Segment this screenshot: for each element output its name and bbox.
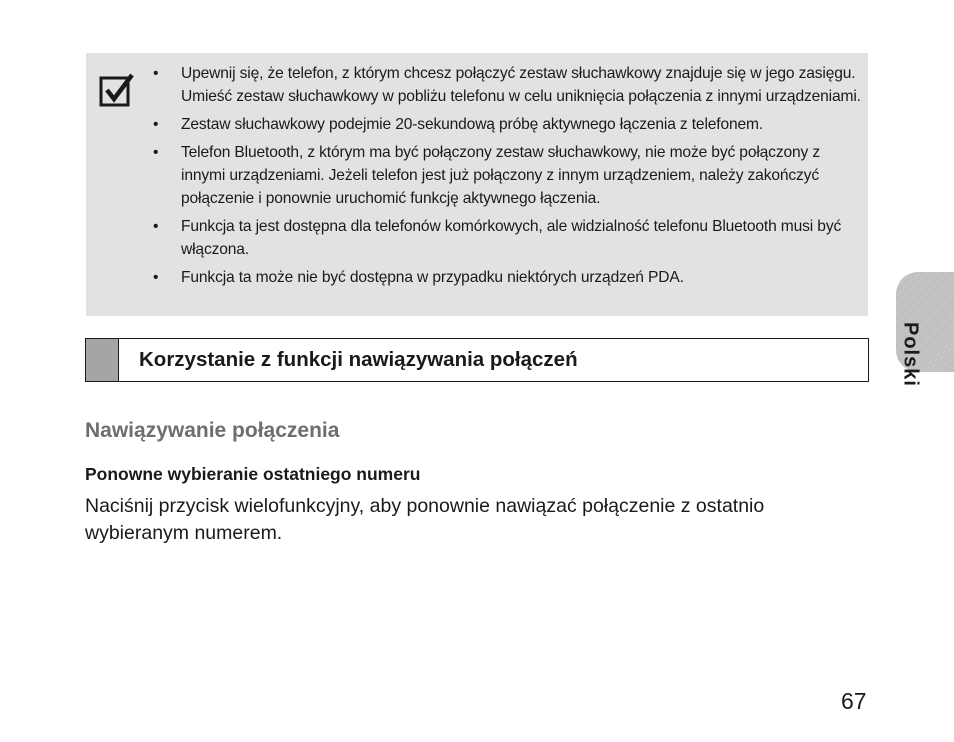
note-item: • Funkcja ta może nie być dostępna w przypadku niektórych urządzeń PDA. — [153, 269, 684, 286]
note-item-text: Funkcja ta może nie być dostępna w przypadku niektórych urządzeń PDA. — [181, 269, 684, 286]
note-item-text: Zestaw słuchawkowy podejmie 20-sekundową próbę aktywnego łączenia z telefonem. — [181, 116, 764, 133]
note-item: • Funkcja ta jest dostępna dla telefonów komórkowych, ale widzialność telefonu Bluetooth musi być włączona. — [153, 218, 842, 258]
subsection-title: Nawiązywanie połączenia — [85, 419, 340, 442]
section-title: Korzystanie z funkcji nawiązywania połączeń — [139, 348, 578, 371]
note-list — [153, 62, 863, 294]
language-tab-label: Polski — [899, 322, 922, 387]
topic-title: Ponowne wybieranie ostatniego numeru — [85, 464, 421, 484]
topic-text: Naciśnij przycisk wielofunkcyjny, aby ponownie nawiązać połączenie z ostatnio wybieranym numerem. — [85, 495, 765, 544]
note-item-text: Telefon Bluetooth, z którym ma być połączony zestaw słuchawkowy, nie może być połączony z innymi urządzeniami. Jeżeli telefon jest już połączony z innym urządzeniem, należy zakończyć połączenie i ponownie uruchomić funkcję aktywnego łączenia. — [181, 144, 820, 207]
section-header — [85, 338, 869, 382]
note-item: • Zestaw słuchawkowy podejmie 20-sekundową próbę aktywnego łączenia z telefonem. — [153, 116, 764, 133]
note-item: • Upewnij się, że telefon, z którym chcesz połączyć zestaw słuchawkowy znajduje się w jego zasięgu. Umieść zestaw słuchawkowy w pobliżu telefonu w celu uniknięcia połączenia z innymi urządzeniami. — [153, 65, 861, 105]
checkbox-check-icon — [99, 73, 135, 109]
section-header-accent — [86, 339, 119, 381]
note-box — [86, 53, 868, 316]
note-item-text: Upewnij się, że telefon, z którym chcesz połączyć zestaw słuchawkowy znajduje się w jego zasięgu. Umieść zestaw słuchawkowy w pobliżu telefonu w celu uniknięcia połączenia z innymi urządzeniami. — [181, 65, 861, 105]
page-number: 67 — [841, 688, 867, 714]
note-item: • Telefon Bluetooth, z którym ma być połączony zestaw słuchawkowy, nie może być połączony z innymi urządzeniami. Jeżeli telefon jest już połączony z innym urządzeniem, należy zakończyć połączenie i ponownie uruchomić funkcję aktywnego łączenia. — [153, 144, 820, 207]
note-item-text: Funkcja ta jest dostępna dla telefonów komórkowych, ale widzialność telefonu Bluetooth musi być włączona. — [181, 218, 842, 258]
